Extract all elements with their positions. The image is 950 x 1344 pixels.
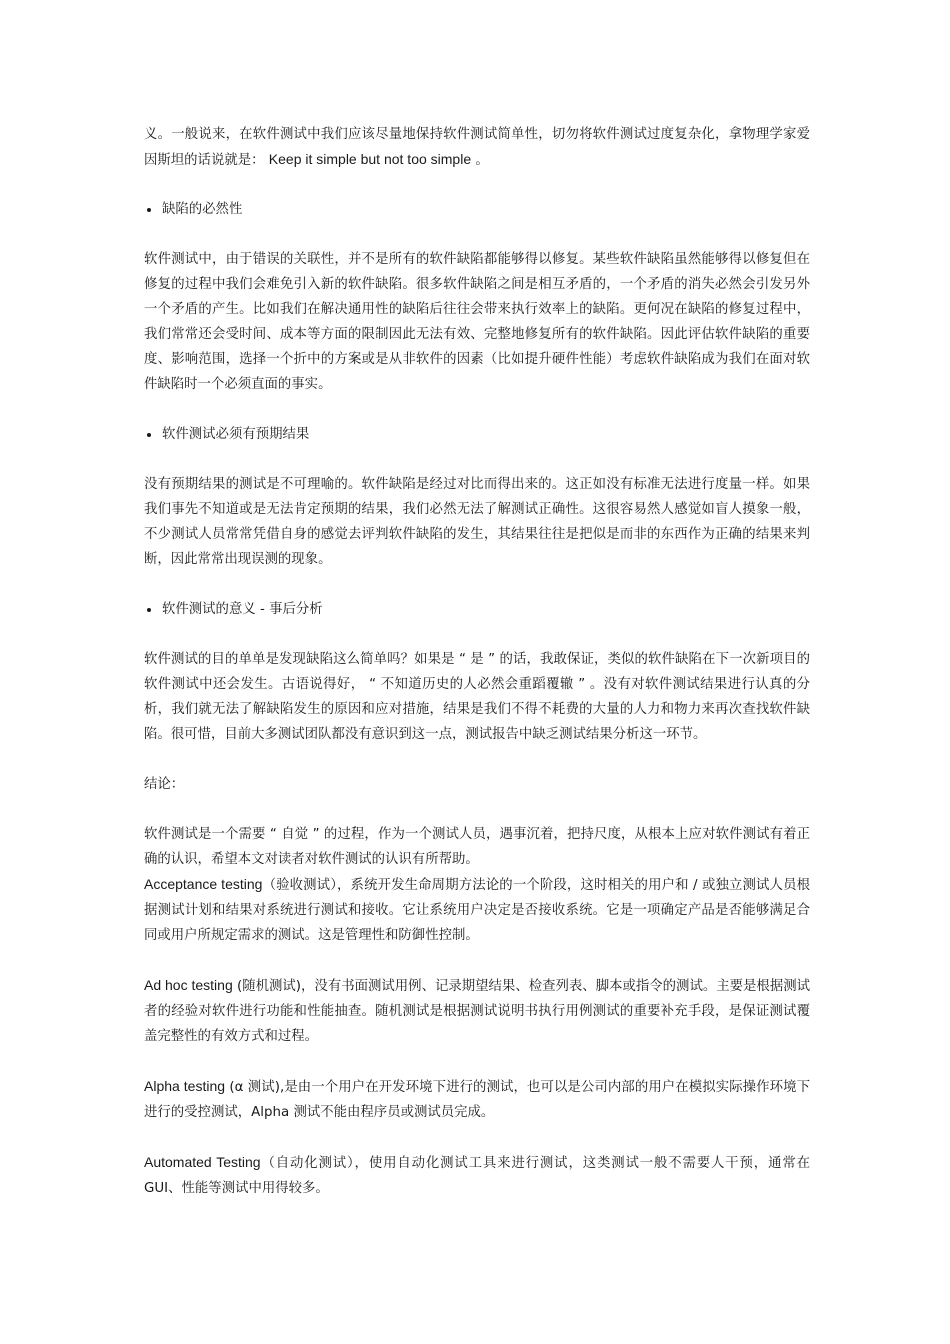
section-heading-text: 缺陷的必然性 xyxy=(162,202,243,217)
section-heading-expected-results xyxy=(144,422,810,447)
term-name: Ad hoc testing xyxy=(144,977,233,993)
bullet-icon xyxy=(147,208,151,212)
section-heading-text: 软件测试的意义 - 事后分析 xyxy=(162,602,323,617)
section-heading-text: 软件测试必须有预期结果 xyxy=(162,427,310,442)
section-heading-post-analysis xyxy=(144,597,810,622)
section-body-post-analysis: 软件测试的目的单单是发现缺陷这么简单吗？如果是 “ 是 ” 的话，我敢保证，类似的软件缺陷在下一次新项目的软件测试中还会发生。古语说得好， “ 不知道历史的人必然会重蹈覆辙 ” 。没有对软件测试结果进行认真的分析，我们就无法了解缺陷发生的原因和应对措施，结果是我们不得不耗费的大量的人力和物力来再次查找软件缺陷。很可惜，目前大多测试团队都没有意识到这一点，测试报告中缺乏测试结果分析这一环节。 xyxy=(144,652,810,742)
term-description: (α 测试),是由一个用户在开发环境下进行的测试，也可以是公司内部的用户在模拟实际操作环境下进行的受控测试，Alpha 测试不能由程序员或测试员完成。 xyxy=(144,1080,810,1120)
document-page xyxy=(144,122,810,1201)
term-description: （自动化测试），使用自动化测试工具来进行测试，这类测试一般不需要人干预，通常在 GUI、性能等测试中用得较多。 xyxy=(144,1156,810,1196)
term-name: Alpha testing xyxy=(144,1078,226,1094)
section-body-expected-results: 没有预期结果的测试是不可理喻的。软件缺陷是经过对比而得出来的。这正如没有标准无法进行度量一样。如果我们事先不知道或是无法肯定预期的结果，我们必然无法了解测试正确性。这很容易然人感觉如盲人摸象一般，不少测试人员常常凭借自身的感觉去评判软件缺陷的发生，其结果往往是把似是而非的东西作为正确的结果来判断，因此常常出现误测的现象。 xyxy=(144,477,810,567)
section-heading-inevitability xyxy=(144,197,810,222)
intro-quote: Keep it simple but not too simple xyxy=(268,151,472,167)
term-automated-testing xyxy=(144,1150,810,1201)
intro-end: 。 xyxy=(475,153,489,168)
intro-text: 义。一般说来，在软件测试中我们应该尽量地保持软件测试简单性，切勿将软件测试过度复杂化，拿物理学家爱因斯坦的话说就是： xyxy=(144,127,810,168)
term-alpha-testing xyxy=(144,1074,810,1125)
term-acceptance-testing xyxy=(144,872,810,948)
term-description: （验收测试），系统开发生命周期方法论的一个阶段，这时相关的用户和 / 或独立测试人员根据测试计划和结果对系统进行测试和接收。它让系统用户决定是否接收系统。它是一项确定产品是否能够满足合同或用户所规定需求的测试。这是管理性和防御性控制。 xyxy=(144,878,811,943)
conclusion-label: 结论： xyxy=(144,777,185,792)
term-description: (随机测试)，没有书面测试用例、记录期望结果、检查列表、脚本或指令的测试。主要是根据测试者的经验对软件进行功能和性能抽查。随机测试是根据测试说明书执行用例测试的重要补充手段，是保证测试覆盖完整性的有效方式和过程。 xyxy=(144,979,810,1044)
term-name: Automated Testing xyxy=(144,1154,261,1170)
bullet-icon xyxy=(147,608,151,612)
section-body-inevitability: 软件测试中，由于错误的关联性，并不是所有的软件缺陷都能够得以修复。某些软件缺陷虽然能够得以修复但在修复的过程中我们会难免引入新的软件缺陷。很多软件缺陷之间是相互矛盾的，一个矛盾的消失必然会引发另外一个矛盾的产生。比如我们在解决通用性的缺陷后往往会带来执行效率上的缺陷。更何况在缺陷的修复过程中，我们常常还会受时间、成本等方面的限制因此无法有效、完整地修复所有的软件缺陷。因此评估软件缺陷的重要度、影响范围，选择一个折中的方案或是从非软件的因素（比如提升硬件性能）考虑软件缺陷成为我们在面对软件缺陷时一个必须直面的事实。 xyxy=(144,252,810,392)
conclusion-body: 软件测试是一个需要 “ 自觉 ” 的过程，作为一个测试人员，遇事沉着，把持尺度，从根本上应对软件测试有着正确的认识，希望本文对读者对软件测试的认识有所帮助。 xyxy=(144,827,810,867)
term-ad-hoc-testing xyxy=(144,973,810,1049)
intro-paragraph xyxy=(144,122,810,173)
term-name: Acceptance testing xyxy=(144,876,263,892)
bullet-icon xyxy=(147,433,151,437)
